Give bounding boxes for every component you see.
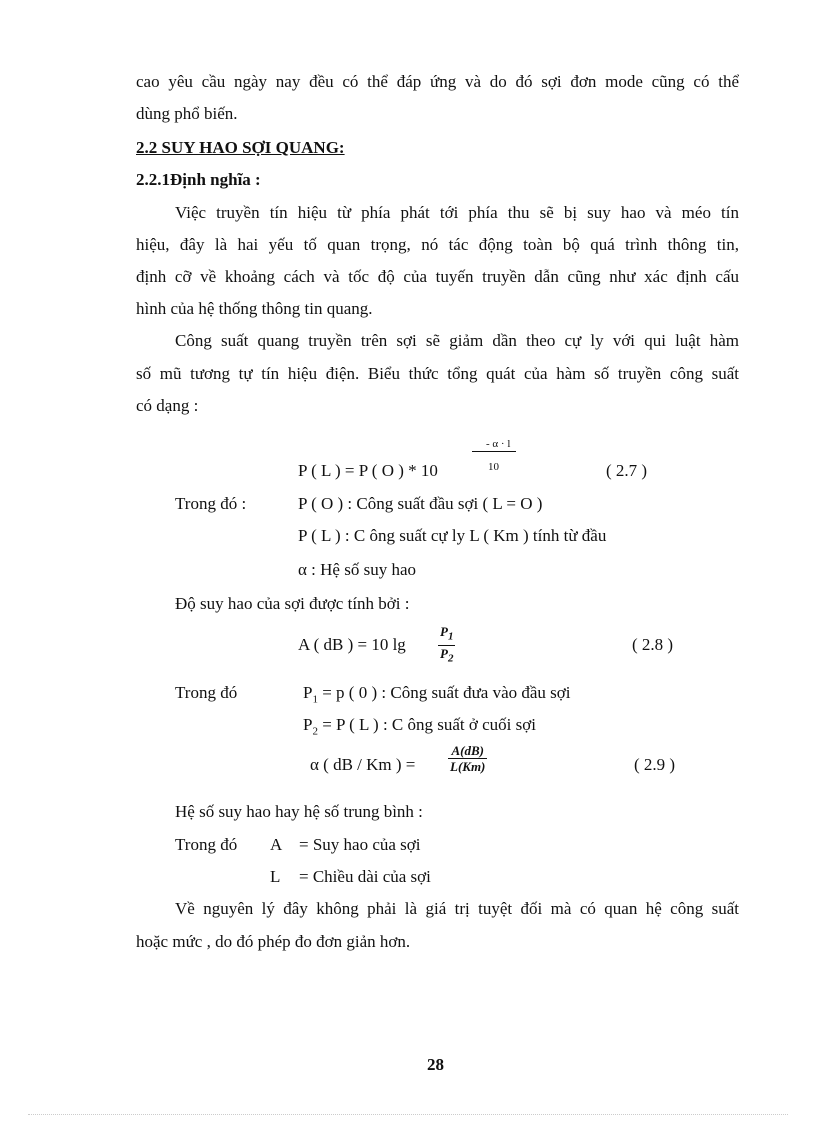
eq29-fraction: $\frac{A(dB)}{L(Km)}$ <box>450 743 486 774</box>
closing-where: Trong đó <box>175 835 238 854</box>
eq29-lhs: α ( dB / Km ) = <box>310 755 416 774</box>
eq27-lhs: P ( L ) = P ( O ) * 10 <box>298 461 438 480</box>
eq28-lhs: A ( dB ) = 10 lg <box>298 635 406 654</box>
eq27-def-3: α : Hệ số suy hao <box>298 560 416 579</box>
eq27-def-1: P ( O ) : Công suất đầu sợi ( L = O ) <box>298 494 543 513</box>
eq27-def-2: P ( L ) : C ông suất cự ly L ( Km ) tính từ đầu <box>298 526 607 545</box>
eq27-where: Trong đó : <box>175 494 247 513</box>
paragraph-1-line-4: hình của hệ thống thông tin quang. <box>136 299 373 318</box>
paragraph-1-line-1: Việc truyền tín hiệu từ phía phát tới phía thu sẽ bị suy hao và méo tín <box>175 203 739 222</box>
eq28-fraction: $\frac{P_1}{P_2}$ <box>440 624 454 665</box>
coefficient-line: Hệ số suy hao hay hệ số trung bình : <box>175 802 423 821</box>
intro-line-2: dùng phổ biến. <box>136 104 238 123</box>
paragraph-1-line-2: hiệu, đây là hai yếu tố quan trọng, nó tác động toàn bộ quá trình thông tin, <box>136 235 739 254</box>
symbol-a-definition: = Suy hao của sợi <box>299 835 421 854</box>
symbol-l: L <box>270 867 281 886</box>
paragraph-1-line-3: định cỡ về khoảng cách và tốc độ của tuyến truyền dẫn cũng như xác định cấu <box>136 267 739 286</box>
eq27-exponent-numerator: - α · l <box>486 438 511 450</box>
paragraph-3-line-1: Về nguyên lý đây không phải là giá trị tuyệt đối mà có quan hệ công suất <box>175 899 739 918</box>
page-number: 28 <box>427 1055 444 1074</box>
section-heading: 2.2 SUY HAO SỢI QUANG: <box>136 138 345 157</box>
eq28-label: ( 2.8 ) <box>632 635 674 654</box>
eq28-def-2: $P_2 = P$ ( L ) : C ông suất ở cuối sợi <box>303 715 536 738</box>
paragraph-2-line-3: có dạng : <box>136 396 199 415</box>
footer-dotted-rule <box>28 1114 788 1115</box>
eq28-where: Trong đó <box>175 683 238 702</box>
symbol-l-definition: = Chiều dài của sợi <box>299 867 431 886</box>
subsection-heading: 2.2.1Định nghĩa : <box>136 170 261 189</box>
eq27-exponent-denominator: 10 <box>488 461 499 473</box>
intro-line-1: cao yêu cầu ngày nay đều có thể đáp ứng và do đó sợi đơn mode cũng có thể <box>136 72 739 91</box>
alpha-symbol: α <box>298 560 307 579</box>
eq27-label: ( 2.7 ) <box>606 461 648 480</box>
eq28-def-1: $P_1 = p$ ( 0 ) : Công suất đưa vào đầu sợi <box>303 683 571 706</box>
paragraph-2-line-1: Công suất quang truyền trên sợi sẽ giảm dần theo cự ly với qui luật hàm <box>175 331 739 350</box>
paragraph-3-line-2: hoặc mức , do đó phép đo đơn giản hơn. <box>136 932 411 951</box>
symbol-a: A <box>270 835 283 854</box>
eq29-label: ( 2.9 ) <box>634 755 676 774</box>
eq28-intro: Độ suy hao của sợi được tính bởi : <box>175 594 410 613</box>
paragraph-2-line-2: số mũ tương tự tín hiệu điện. Biểu thức tổng quát của hàm số truyền công suất <box>136 364 739 383</box>
eq27-exponent-bar <box>472 451 516 452</box>
